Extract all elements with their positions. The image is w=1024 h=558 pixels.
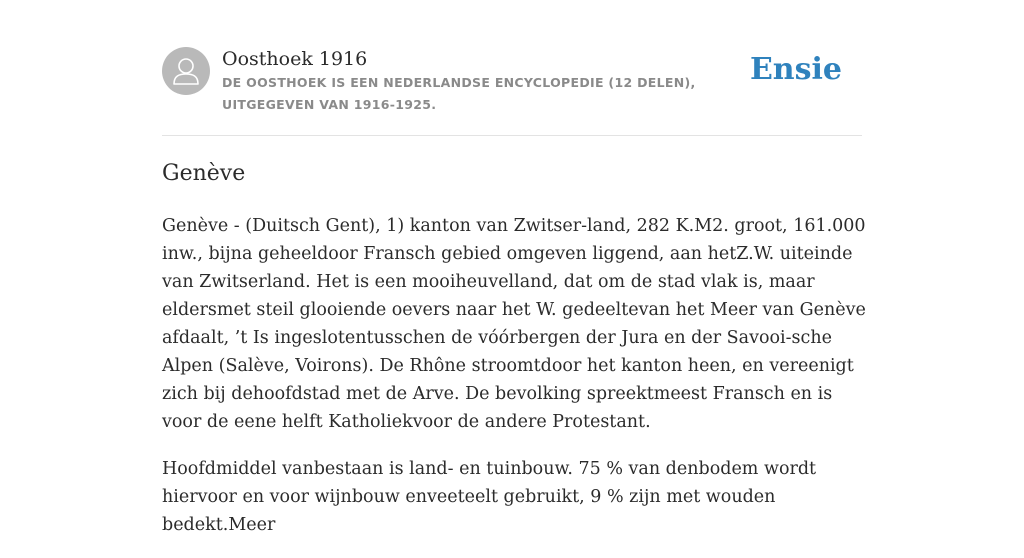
article-paragraph: Hoofdmiddel vanbestaan is land- en tuinbouw. 75 % van denbodem wordt hiervoor en voor wijnbouw enveeteelt gebruikt, 9 % zijn met wouden bedekt.Meer: [162, 459, 817, 535]
header-divider: [162, 135, 862, 136]
article-title: Genève: [162, 161, 246, 186]
article-paragraph: Genève - (Duitsch Gent), 1) kanton van Zwitser-land, 282 K.M2. groot, 161.000 inw., bijna geheeldoor Fransch gebied omgeven liggend, aan hetZ.W. uiteinde van Zwitserland. Het is een mooiheuvelland, dat om de stad vlak is, maar eldersmet steil glooiende oevers naar het W. gedeeltevan het Meer van Genève afdaalt, ’t Is ingeslotentusschen de vóórbergen der Jura en der Savooi-sche Alpen (Salève, Voirons). De Rhône stroomtdoor het kanton heen, en vereenigt zich bij dehoofdstad met de Arve. De bevolking spreektmeest Fransch en is voor de eene helft Katholiekvoor de andere Protestant.: [162, 216, 866, 432]
source-description: DE OOSTHOEK IS EEN NEDERLANDSE ENCYCLOPEDIE (12 DELEN), UITGEGEVEN VAN 1916-1925.: [222, 75, 696, 112]
source-title[interactable]: Oosthoek 1916: [222, 48, 368, 70]
page: [162, 0, 866, 535]
source-header: [162, 47, 862, 117]
article-body: [162, 212, 867, 558]
avatar[interactable]: [162, 47, 210, 95]
ensie-logo-link[interactable]: Ensie: [749, 52, 842, 87]
user-icon: [162, 47, 210, 95]
